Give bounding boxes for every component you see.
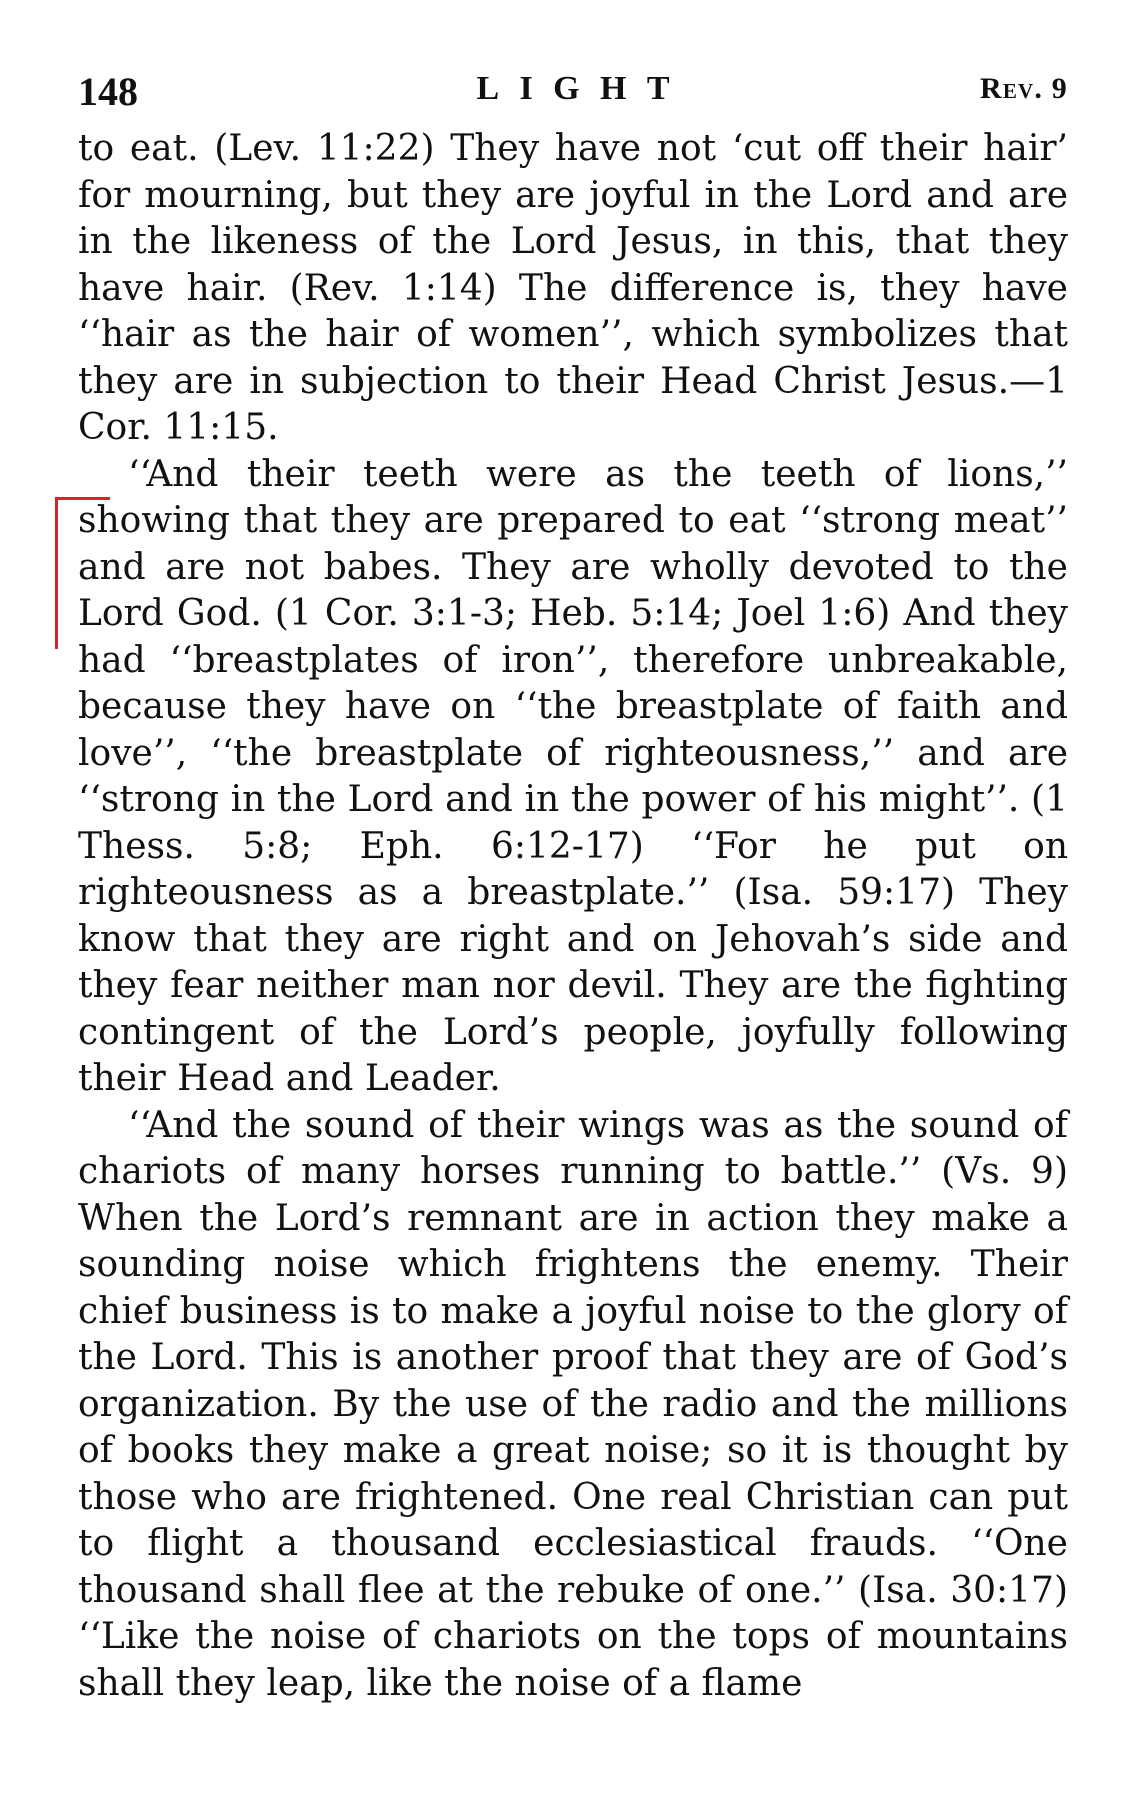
margin-marker <box>55 497 110 649</box>
margin-marker-vertical <box>55 497 58 649</box>
body-text <box>78 126 1068 1707</box>
paragraph-sound-of-wings: ‘‘And the sound of their wings was as the sound of chariots of many horses running to battle.’’ (Vs. 9) When the Lord’s remnant are in action they make a sounding noise which frightens the enemy. Their chief business is to make a joyful noise to the glory of the Lord. This is another proof that they are of God’s organization. By the use of the radio and the millions of books they make a great noise; so it is thought by those who are frightened. One real Christian can put to flight a thousand ecclesiastical frauds. ‘‘One thousand shall flee at the rebuke of one.’’ (Isa. 30:17) ‘‘Like the noise of chariots on the tops of mountains shall they leap, like the noise of a flame <box>78 1104 1068 1704</box>
running-title: LIGHT <box>476 70 690 107</box>
book-page <box>78 60 1068 1707</box>
page-header <box>78 60 1068 126</box>
chapter-reference: Rev. 9 <box>979 72 1068 105</box>
page-number: 148 <box>78 69 138 114</box>
margin-marker-horizontal <box>55 497 110 500</box>
paragraph-teeth-of-lions: ‘‘And their teeth were as the teeth of lions,’’ showing that they are prepared to eat ‘‘strong meat’’ and are not babes. They are wholly devoted to the Lord God. (1 Cor. 3:1-3; Heb. 5:14; Joel 1:6) And they had ‘‘breastplates of iron’’, therefore unbreakable, because they have on ‘‘the breastplate of faith and love’’, ‘‘the breastplate of righteousness,’’ and are ‘‘strong in the Lord and in the power of his might’’. (1 Thess. 5:8; Eph. 6:12-17) ‘‘For he put on righteousness as a breastplate.’’ (Isa. 59:17) They know that they are right and on Jehovah’s side and they fear neither man nor devil. They are the fighting contingent of the Lord’s people, joyfully following their Head and Leader. <box>78 453 1068 1099</box>
paragraph-continuation: to eat. (Lev. 11:22) They have not ‘cut off their hair’ for mourning, but they are joyful in the Lord and are in the likeness of the Lord Jesus, in this, that they have hair. (Rev. 1:14) The difference is, they have ‘‘hair as the hair of women’’, which symbolizes that they are in subjection to their Head Christ Jesus.—1 Cor. 11:15. <box>78 128 1068 448</box>
